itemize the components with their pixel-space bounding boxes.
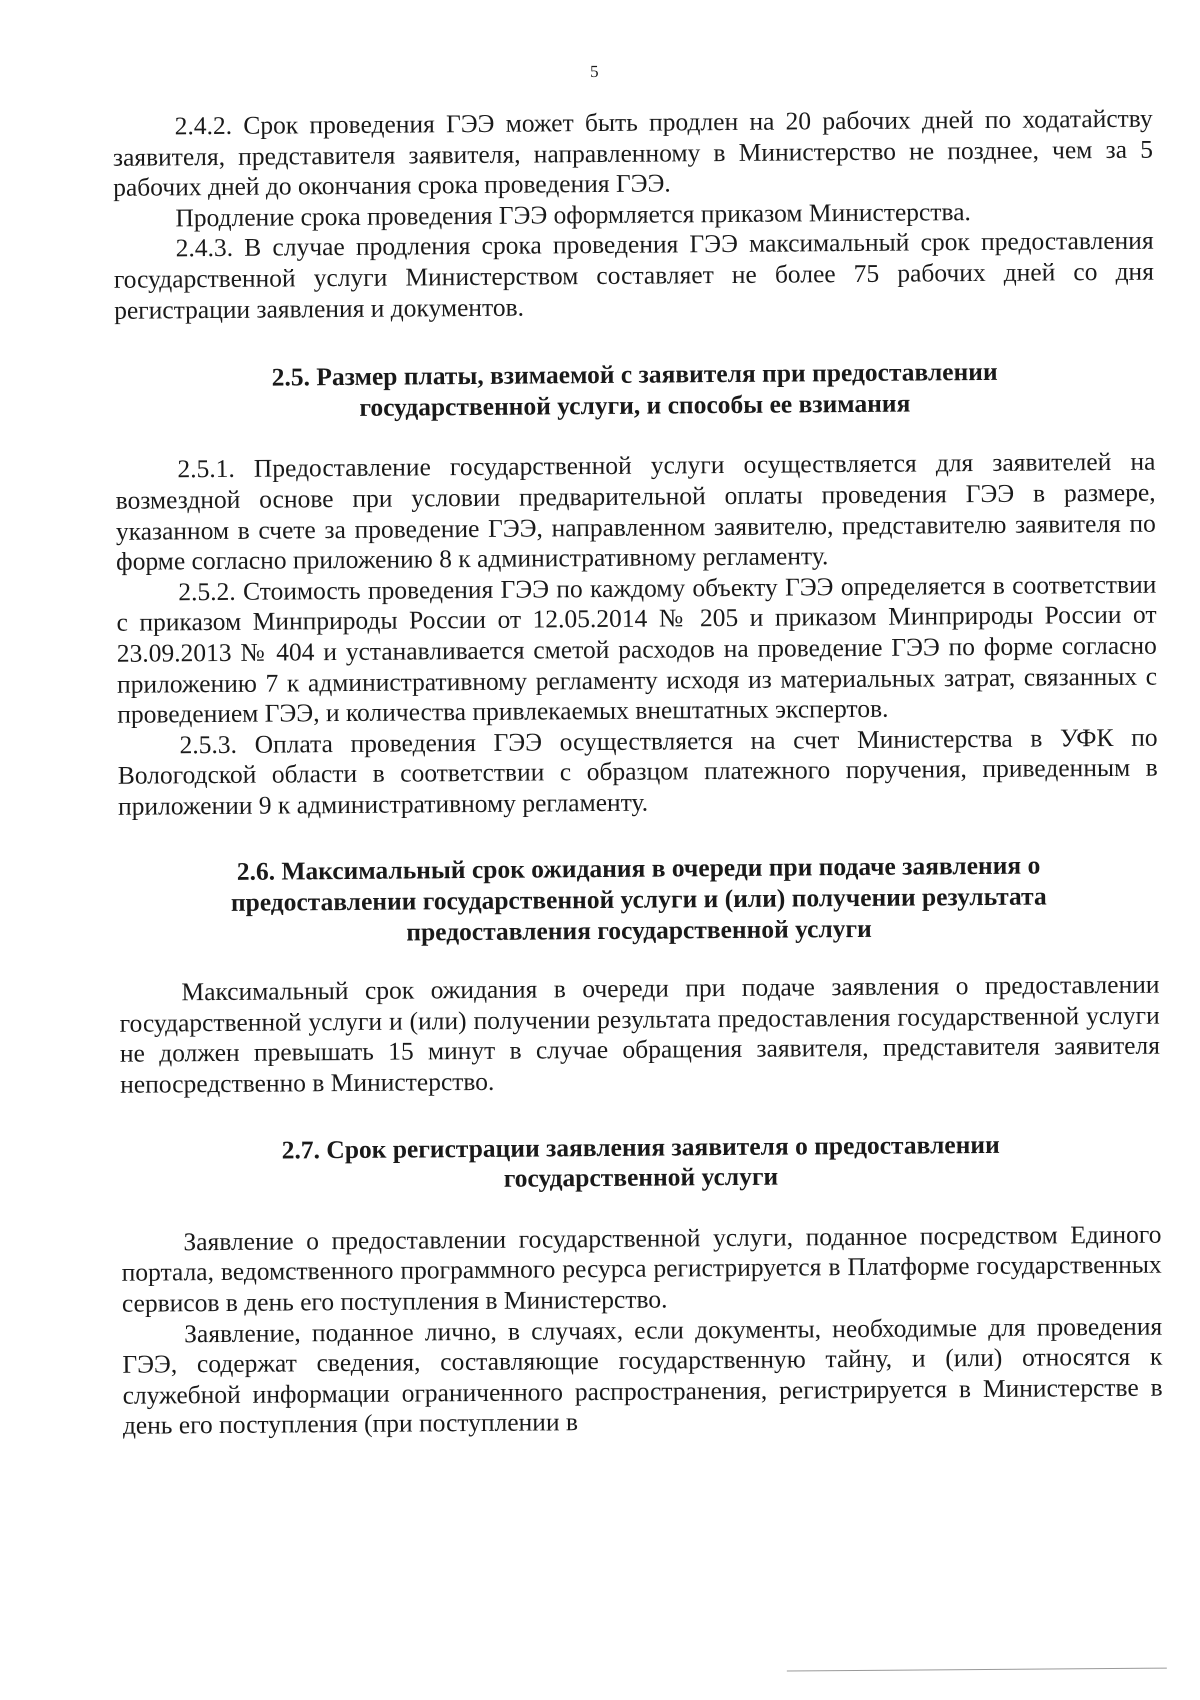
- paragraph-2-4-3: 2.4.3. В случае продления срока проведения ГЭЭ максимальный срок предоставления государственной услуги Министерством составляет не более 75 рабочих дней со дня регистрации заявления и документов.: [113, 226, 1154, 325]
- paragraph-2-5-3: 2.5.3. Оплата проведения ГЭЭ осуществляется на счет Министерства в УФК по Вологодской области в соответствии с образцом платежного поручения, приведенным в приложении 9 к административному регламенту.: [117, 722, 1158, 821]
- paragraph-2-5-1: 2.5.1. Предоставление государственной услуги осуществляется для заявителей на возмездной основе при условии предварительной оплаты проведения ГЭЭ в размере, указанном в счете за проведение ГЭЭ, направленном заявителю, представителю заявителя по форме согласно приложению 8 к административному регламенту.: [115, 446, 1156, 576]
- heading-line: 2.7. Срок регистрации заявления заявителя о предоставлении: [281, 1129, 1000, 1165]
- paragraph-2-7-portal: Заявление о предоставлении государственной услуги, поданное посредством Единого портала, ведомственного программного ресурса регистрируется в Платформе государственных сервисов в день его поступления в Министерство.: [121, 1219, 1162, 1318]
- page-number: 5: [589, 61, 599, 82]
- paragraph-2-6-body: Максимальный срок ожидания в очереди при подаче заявления о предоставлении государственной услуги и (или) получении результата предоставления государственной услуги не должен превышать 15 минут в случае обращения заявителя, представителя заявителя непосредственно в Министерство.: [119, 969, 1161, 1099]
- heading-line: государственной услуги, и способы ее взимания: [359, 388, 911, 422]
- footer-rule: [787, 1668, 1167, 1672]
- heading-line: государственной услуги: [503, 1161, 779, 1193]
- section-heading-2-7: [121, 1128, 1161, 1197]
- paragraph-2-4-2: 2.4.2. Срок проведения ГЭЭ может быть продлен на 20 рабочих дней по ходатайству заявителя, представителя заявителя, направленному в Министерство не позднее, чем за 5 рабочих дней до окончания срока проведения ГЭЭ.: [112, 103, 1154, 202]
- heading-line: предоставлении государственной услуги и (или) получении результата: [230, 881, 1047, 917]
- heading-line: 2.6. Максимальный срок ожидания в очереди при подаче заявления о: [236, 851, 1041, 887]
- paragraph-2-5-2: 2.5.2. Стоимость проведения ГЭЭ по каждому объекту ГЭЭ определяется в соответствии с приказом Минприроды России от 12.05.2014 № 205 и приказом Минприроды России от 23.09.2013 № 404 и устанавливается сметой расходов на проведение ГЭЭ по форме согласно приложению 7 к административному регламенту исходя из материальных затрат, связанных с проведением ГЭЭ, и количества привлекаемых внештатных экспертов.: [116, 569, 1158, 729]
- heading-line: 2.5. Размер платы, взимаемой с заявителя при предоставлении: [271, 357, 998, 392]
- heading-line: предоставления государственной услуги: [406, 913, 872, 947]
- paragraph-2-7-personal: Заявление, поданное лично, в случаях, если документы, необходимые для проведения ГЭЭ, содержат сведения, составляющие государственную тайну, и (или) относятся к служебной информации ограниченного распространения, регистрируется в Министерстве в день его поступления (при поступлении в: [122, 1311, 1163, 1441]
- section-heading-2-5: [115, 356, 1155, 425]
- section-heading-2-6: [118, 850, 1159, 950]
- document-body: [113, 104, 1163, 1442]
- paragraph-extension: Продление срока проведения ГЭЭ оформляется приказом Министерства.: [175, 196, 971, 233]
